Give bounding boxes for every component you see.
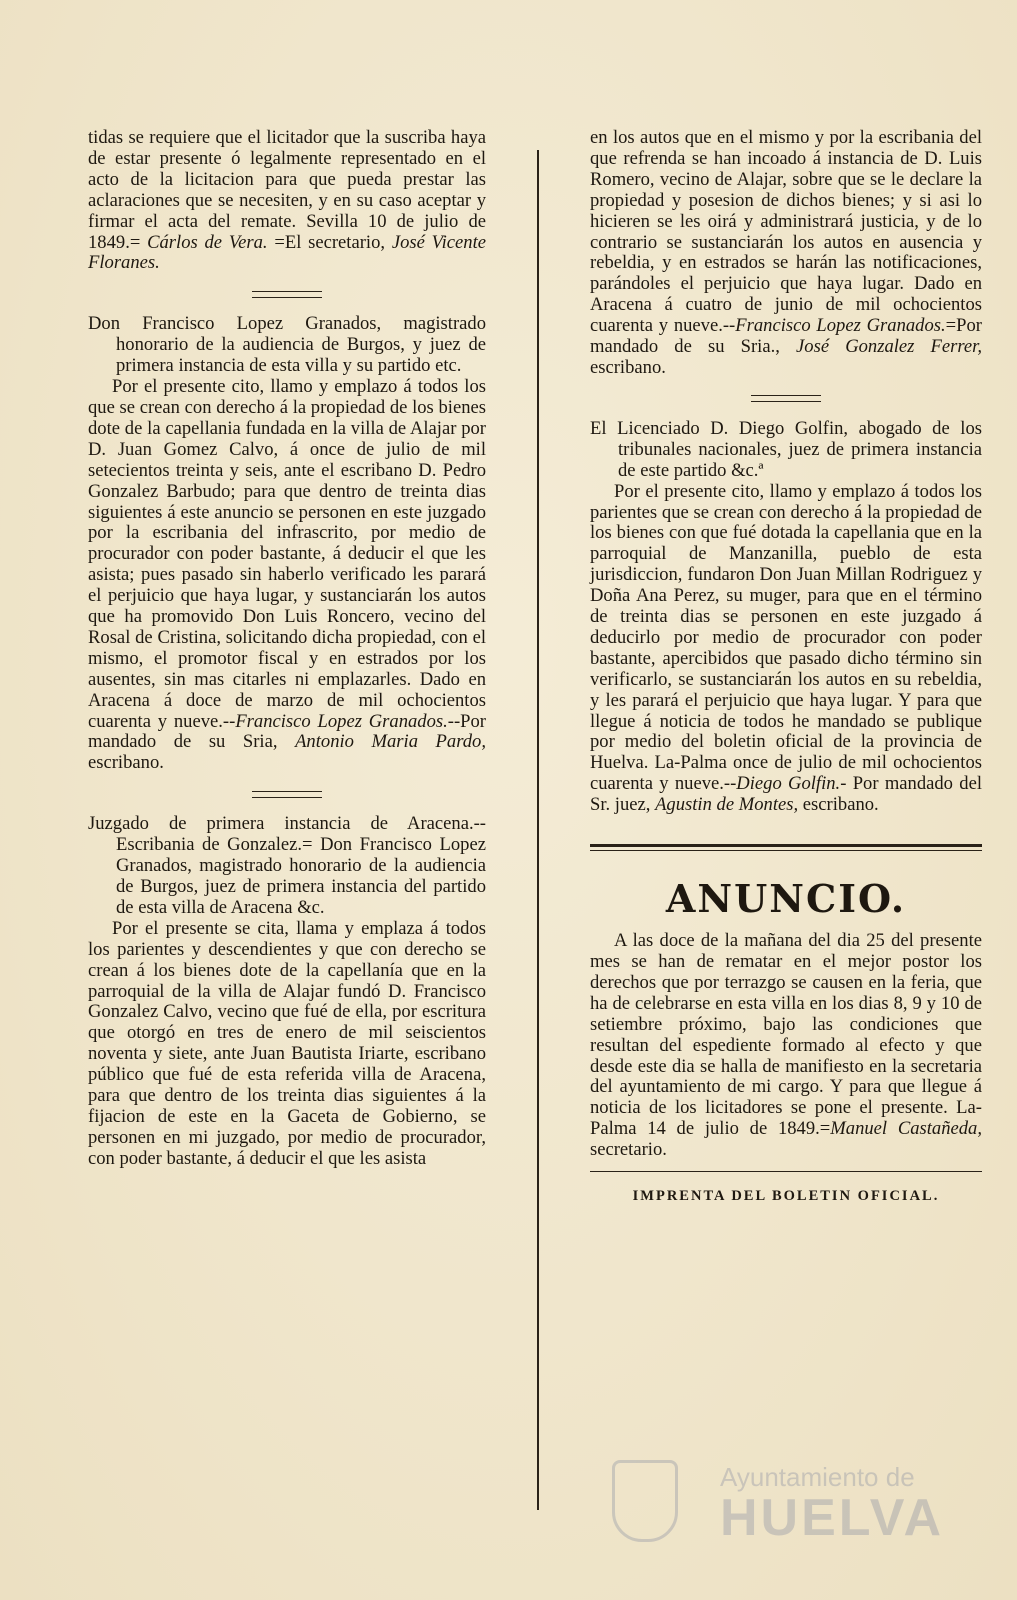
signature-carlos-de-vera: Cárlos de Vera.	[147, 231, 268, 253]
escribano-label: escribano.	[88, 752, 164, 774]
section-separator	[590, 393, 982, 405]
secretary-label: =El secretario,	[274, 231, 386, 253]
section-separator	[88, 788, 486, 800]
edict-2-body: Por el presente se cita, llama y emplaza á todos los parientes y descendientes y que con derecho se crean á los bienes dote de la capellanía que en la parroquial de la villa de Alajar fundó D. Francisco Gonzalez Calvo, vecino que fué de ella, por escritura que otorgó en tres de enero de mil seiscientos noventa y siete, ante Juan Bautista Iriarte, escribano público que fué de esta referida villa de Aracena, para que dentro de los treinta dias siguientes á la fijacion de este en la Gaceta de Gobierno, se personen en mi juzgado, por medio de procurador, con poder bastante, á deducir el que les asista	[88, 917, 486, 1169]
remate-paragraph	[88, 128, 486, 274]
signature-antonio-maria-pardo: Antonio Maria Pardo,	[295, 731, 486, 753]
escribano-label: escribano.	[590, 356, 666, 378]
signature-francisco-lopez-granados: Francisco Lopez Granados.	[735, 315, 946, 337]
edict-1-heading: Don Francisco Lopez Granados, magistrado honorario de la audiencia de Burgos, y juez de primera instancia de esta villa y su partido etc.	[88, 313, 486, 377]
watermark-line-1: Ayuntamiento de	[720, 1462, 915, 1492]
section-rule-thick	[590, 844, 982, 847]
continuation-paragraph	[590, 128, 982, 379]
anuncio-title: ANUNCIO.	[665, 876, 907, 922]
edict-1-body	[88, 377, 486, 774]
signature-agustin-de-montes: Agustin de Montes,	[655, 794, 799, 816]
signature-jose-gonzalez-ferrer: José Gonzalez Ferrer,	[796, 336, 983, 358]
archive-watermark	[600, 1452, 970, 1552]
right-column	[590, 128, 982, 1207]
anuncio-text: A las doce de la mañana del dia 25 del presente mes se han de rematar en el mejor postor los derechos que por terrazgo se causen en la feria, que ha de celebrarse en esta villa en los dias 8, 9 y 10 de setiembre próximo, bajo las condiciones que resultan del espediente formado al efecto y que desde este dia se halla de manifiesto en la secretaria del ayuntamiento de mi cargo. Y para que llegue á noticia de los licitadores se pone el presente. La-Palma 14 de julio de 1849.=	[590, 930, 982, 1140]
edict-2-heading: Juzgado de primera instancia de Aracena.-- Escribania de Gonzalez.= Don Francisco Lopez Granados, magistrado honorario de la audiencia de Burgos, juez de primera instancia del partido de esta villa de Aracena &c.	[88, 813, 486, 918]
secretario-label: secretario.	[590, 1139, 667, 1161]
edict-3-body	[590, 482, 982, 817]
edict-3-heading: El Licenciado D. Diego Golfin, abogado de los tribunales nacionales, juez de primera instancia de este partido &c.ª	[590, 417, 982, 481]
left-column	[88, 128, 486, 1170]
section-rule-thin	[590, 850, 982, 851]
section-separator	[88, 288, 486, 300]
signature-manuel-castaneda: Manuel Castañeda,	[830, 1118, 983, 1140]
signature-francisco-lopez-granados: Francisco Lopez Granados.	[235, 710, 448, 732]
column-divider	[537, 150, 539, 1510]
mandate-label: - Por mandado del Sr. juez,	[590, 773, 982, 816]
imprenta-footer: IMPRENTA DEL BOLETIN OFICIAL.	[632, 1188, 940, 1205]
edict-1-text: Por el presente cito, llamo y emplazo á todos los que se crean con derecho á la propiedad de los bienes dote de la capellania fundada en la villa de Alajar por D. Juan Gomez Calvo, á once de julio de mil setecientos treinta y seis, ante el escribano D. Pedro Gonzalez Barbudo; para que dentro de treinta dias siguientes á este anuncio se personen en este juzgado por la escribania del infrascrito, por medio de procurador con poder bastante, á deducir el que les asista; pues pasado sin haberlo verificado les parará el perjuicio que haya lugar, y sustanciarán los autos que ha promovido Don Luis Roncero, vecino del Rosal de Cristina, solicitando dicha propiedad, con el mismo, el promotor fiscal y en estrados por los ausentes, sin mas citarles ni emplazarles. Dado en Aracena á doce de marzo de mil ochocientos cuarenta y nueve.--	[88, 376, 486, 732]
anuncio-body	[590, 931, 982, 1161]
shield-icon	[612, 1460, 678, 1542]
watermark-line-2: HUELVA	[720, 1489, 945, 1547]
edict-3-text: Por el presente cito, llamo y emplazo á todos los parientes que se crean con derecho á la propiedad de los bienes con que fué dotada la capellania que en la parroquial de Manzanilla, pueblo de esta jurisdiccion, fundaron Don Juan Millan Rodriguez y Doña Ana Perez, su muger, para que en el término de treinta dias se personen en este juzgado á deducirlo por medio de procurador con poder bastante, apercibidos que pasado dicho término sin verificarlo, se sustanciarán los autos en su rebeldia, y les parará el perjuicio que haya lugar. Y para que llegue á noticia de todos he mandado se publique por medio del boletin oficial de la provincia de Huelva. La-Palma once de julio de mil ochocientos cuarenta y nueve.--	[590, 480, 982, 795]
mandate-label: --Por mandado de su Sria,	[88, 710, 486, 753]
remate-text: tidas se requiere que el licitador que la suscriba haya de estar presente ó legalmente representado en el acto de la licitacion para que pueda prestar las aclaraciones que se necesiten, y en su caso aceptar y firmar el acta del remate. Sevilla 10 de julio de 1849.=	[88, 127, 486, 253]
continuation-text: en los autos que en el mismo y por la escribania del que refrenda se han incoado á instancia de D. Luis Romero, vecino de Alajar, sobre que se le declare la propiedad y posesion de dichos bienes; y si asi lo hicieren se les oirá y administrará justicia, y de lo contrario se sustanciarán los autos en ausencia y rebeldia, y en estrados se harán las notificaciones, parándoles el perjuicio que haya lugar. Dado en Aracena á cuatro de junio de mil ochocientos cuarenta y nueve.--	[590, 127, 982, 337]
signature-diego-golfin: Diego Golfin.	[736, 773, 841, 795]
escribano-label: escribano.	[802, 794, 879, 816]
closing-rule	[590, 1171, 982, 1172]
mandate-label: =Por mandado de su Sria.,	[590, 315, 982, 358]
signature-jose-vicente-floranes: José Vicente Floranes.	[88, 231, 486, 274]
